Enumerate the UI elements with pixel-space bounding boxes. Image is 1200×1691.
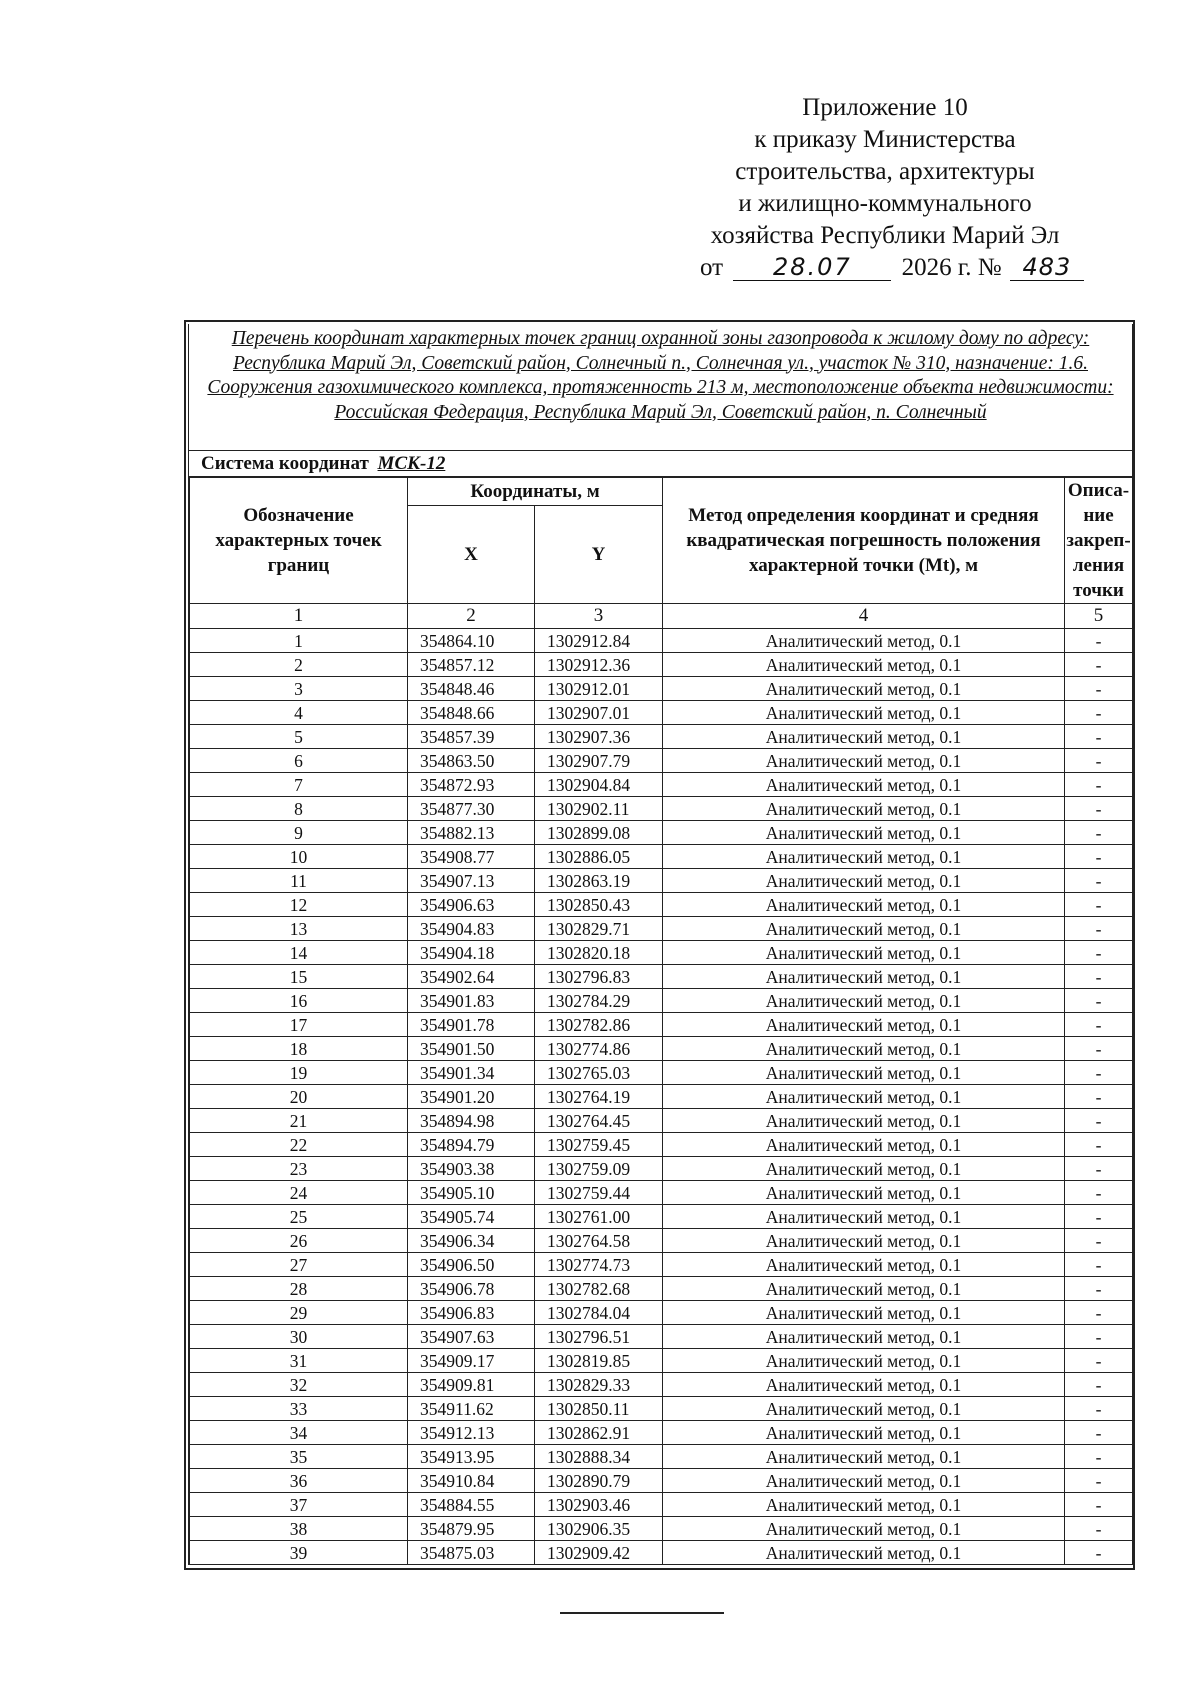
table-row bbox=[190, 1253, 1133, 1277]
document-header bbox=[700, 92, 1070, 284]
method-cell: Аналитический метод, 0.1 bbox=[663, 1469, 1065, 1493]
header-line: строительства, архитектуры bbox=[735, 158, 1035, 185]
point-number-cell: 27 bbox=[190, 1253, 408, 1277]
point-number-cell: 36 bbox=[190, 1469, 408, 1493]
table-row bbox=[190, 725, 1133, 749]
method-cell: Аналитический метод, 0.1 bbox=[663, 1421, 1065, 1445]
method-cell: Аналитический метод, 0.1 bbox=[663, 725, 1065, 749]
method-cell: Аналитический метод, 0.1 bbox=[663, 1301, 1065, 1325]
method-cell: Аналитический метод, 0.1 bbox=[663, 1181, 1065, 1205]
method-cell: Аналитический метод, 0.1 bbox=[663, 1373, 1065, 1397]
y-coordinate-cell: 1302902.11 bbox=[535, 797, 663, 821]
description-cell: - bbox=[1065, 749, 1133, 773]
x-coordinate-cell: 354908.77 bbox=[408, 845, 535, 869]
method-cell: Аналитический метод, 0.1 bbox=[663, 821, 1065, 845]
point-number-cell: 13 bbox=[190, 917, 408, 941]
method-cell: Аналитический метод, 0.1 bbox=[663, 1517, 1065, 1541]
method-cell: Аналитический метод, 0.1 bbox=[663, 1325, 1065, 1349]
x-coordinate-cell: 354872.93 bbox=[408, 773, 535, 797]
description-cell: - bbox=[1065, 1469, 1133, 1493]
description-cell: - bbox=[1065, 1397, 1133, 1421]
x-coordinate-cell: 354857.12 bbox=[408, 653, 535, 677]
point-number-cell: 23 bbox=[190, 1157, 408, 1181]
description-cell: - bbox=[1065, 1277, 1133, 1301]
header-method: Метод определения координат и средняя квадратическая погрешность положения характерной точки (Mt), м bbox=[663, 478, 1065, 604]
header-designation: Обозначение характерных точек границ bbox=[190, 478, 408, 604]
y-coordinate-cell: 1302850.43 bbox=[535, 893, 663, 917]
table-row bbox=[190, 1061, 1133, 1085]
table-row bbox=[190, 1397, 1133, 1421]
y-coordinate-cell: 1302903.46 bbox=[535, 1493, 663, 1517]
table-row bbox=[190, 845, 1133, 869]
header-coordinates: Координаты, м bbox=[408, 478, 663, 506]
description-cell: - bbox=[1065, 1013, 1133, 1037]
point-number-cell: 35 bbox=[190, 1445, 408, 1469]
y-coordinate-cell: 1302764.58 bbox=[535, 1229, 663, 1253]
description-cell: - bbox=[1065, 1517, 1133, 1541]
point-number-cell: 11 bbox=[190, 869, 408, 893]
point-number-cell: 30 bbox=[190, 1325, 408, 1349]
description-cell: - bbox=[1065, 1157, 1133, 1181]
table-row bbox=[190, 1157, 1133, 1181]
description-cell: - bbox=[1065, 677, 1133, 701]
point-number-cell: 38 bbox=[190, 1517, 408, 1541]
y-coordinate-cell: 1302850.11 bbox=[535, 1397, 663, 1421]
y-coordinate-cell: 1302761.00 bbox=[535, 1205, 663, 1229]
description-cell: - bbox=[1065, 1109, 1133, 1133]
column-number: 3 bbox=[535, 604, 663, 629]
method-cell: Аналитический метод, 0.1 bbox=[663, 1397, 1065, 1421]
description-cell: - bbox=[1065, 797, 1133, 821]
point-number-cell: 29 bbox=[190, 1301, 408, 1325]
description-cell: - bbox=[1065, 1037, 1133, 1061]
y-coordinate-cell: 1302909.42 bbox=[535, 1541, 663, 1565]
table-row bbox=[190, 1541, 1133, 1565]
description-cell: - bbox=[1065, 1373, 1133, 1397]
x-coordinate-cell: 354905.74 bbox=[408, 1205, 535, 1229]
point-number-cell: 14 bbox=[190, 941, 408, 965]
method-cell: Аналитический метод, 0.1 bbox=[663, 1013, 1065, 1037]
point-number-cell: 8 bbox=[190, 797, 408, 821]
table-row bbox=[190, 941, 1133, 965]
table-row bbox=[190, 917, 1133, 941]
description-cell: - bbox=[1065, 917, 1133, 941]
table-row bbox=[190, 1421, 1133, 1445]
x-coordinate-cell: 354911.62 bbox=[408, 1397, 535, 1421]
method-cell: Аналитический метод, 0.1 bbox=[663, 1229, 1065, 1253]
coordinates-table-block bbox=[188, 324, 1133, 1565]
y-coordinate-cell: 1302759.09 bbox=[535, 1157, 663, 1181]
description-cell: - bbox=[1065, 845, 1133, 869]
header-x: X bbox=[408, 506, 535, 604]
method-cell: Аналитический метод, 0.1 bbox=[663, 1493, 1065, 1517]
description-cell: - bbox=[1065, 1133, 1133, 1157]
table-row bbox=[190, 1109, 1133, 1133]
y-coordinate-cell: 1302906.35 bbox=[535, 1517, 663, 1541]
table-row bbox=[190, 1205, 1133, 1229]
x-coordinate-cell: 354901.20 bbox=[408, 1085, 535, 1109]
point-number-cell: 1 bbox=[190, 629, 408, 653]
x-coordinate-cell: 354909.17 bbox=[408, 1349, 535, 1373]
header-y: Y bbox=[535, 506, 663, 604]
y-coordinate-cell: 1302764.45 bbox=[535, 1109, 663, 1133]
description-cell: - bbox=[1065, 1445, 1133, 1469]
x-coordinate-cell: 354910.84 bbox=[408, 1469, 535, 1493]
column-number: 4 bbox=[663, 604, 1065, 629]
table-row bbox=[190, 1301, 1133, 1325]
x-coordinate-cell: 354877.30 bbox=[408, 797, 535, 821]
point-number-cell: 39 bbox=[190, 1541, 408, 1565]
y-coordinate-cell: 1302899.08 bbox=[535, 821, 663, 845]
y-coordinate-cell: 1302819.85 bbox=[535, 1349, 663, 1373]
method-cell: Аналитический метод, 0.1 bbox=[663, 1277, 1065, 1301]
x-coordinate-cell: 354863.50 bbox=[408, 749, 535, 773]
y-coordinate-cell: 1302784.04 bbox=[535, 1301, 663, 1325]
point-number-cell: 2 bbox=[190, 653, 408, 677]
table-row bbox=[190, 965, 1133, 989]
method-cell: Аналитический метод, 0.1 bbox=[663, 797, 1065, 821]
handwritten-date: 28.07 bbox=[733, 254, 891, 281]
y-coordinate-cell: 1302912.84 bbox=[535, 629, 663, 653]
description-cell: - bbox=[1065, 989, 1133, 1013]
table-row bbox=[190, 989, 1133, 1013]
table-row bbox=[190, 1445, 1133, 1469]
table-row bbox=[190, 1229, 1133, 1253]
point-number-cell: 19 bbox=[190, 1061, 408, 1085]
method-cell: Аналитический метод, 0.1 bbox=[663, 845, 1065, 869]
point-number-cell: 6 bbox=[190, 749, 408, 773]
method-cell: Аналитический метод, 0.1 bbox=[663, 749, 1065, 773]
x-coordinate-cell: 354875.03 bbox=[408, 1541, 535, 1565]
y-coordinate-cell: 1302765.03 bbox=[535, 1061, 663, 1085]
description-cell: - bbox=[1065, 701, 1133, 725]
handwritten-order-number: 483 bbox=[1010, 254, 1084, 281]
y-coordinate-cell: 1302862.91 bbox=[535, 1421, 663, 1445]
table-row bbox=[190, 653, 1133, 677]
method-cell: Аналитический метод, 0.1 bbox=[663, 1085, 1065, 1109]
point-number-cell: 15 bbox=[190, 965, 408, 989]
table-row bbox=[190, 1277, 1133, 1301]
point-number-cell: 22 bbox=[190, 1133, 408, 1157]
description-cell: - bbox=[1065, 1493, 1133, 1517]
x-coordinate-cell: 354913.95 bbox=[408, 1445, 535, 1469]
description-cell: - bbox=[1065, 1541, 1133, 1565]
x-coordinate-cell: 354879.95 bbox=[408, 1517, 535, 1541]
method-cell: Аналитический метод, 0.1 bbox=[663, 893, 1065, 917]
table-row bbox=[190, 1085, 1133, 1109]
y-coordinate-cell: 1302759.44 bbox=[535, 1181, 663, 1205]
method-cell: Аналитический метод, 0.1 bbox=[663, 941, 1065, 965]
x-coordinate-cell: 354884.55 bbox=[408, 1493, 535, 1517]
description-cell: - bbox=[1065, 1349, 1133, 1373]
y-coordinate-cell: 1302904.84 bbox=[535, 773, 663, 797]
from-label: от bbox=[700, 254, 724, 281]
point-number-cell: 16 bbox=[190, 989, 408, 1013]
y-coordinate-cell: 1302829.33 bbox=[535, 1373, 663, 1397]
description-cell: - bbox=[1065, 1301, 1133, 1325]
method-cell: Аналитический метод, 0.1 bbox=[663, 965, 1065, 989]
y-coordinate-cell: 1302886.05 bbox=[535, 845, 663, 869]
point-number-cell: 26 bbox=[190, 1229, 408, 1253]
table-row bbox=[190, 893, 1133, 917]
method-cell: Аналитический метод, 0.1 bbox=[663, 1445, 1065, 1469]
header-line: к приказу Министерства bbox=[754, 126, 1016, 153]
coordinate-system-row bbox=[189, 451, 1132, 477]
coordinate-system-label: Система координат bbox=[201, 453, 369, 474]
y-coordinate-cell: 1302782.68 bbox=[535, 1277, 663, 1301]
x-coordinate-cell: 354907.13 bbox=[408, 869, 535, 893]
method-cell: Аналитический метод, 0.1 bbox=[663, 1253, 1065, 1277]
x-coordinate-cell: 354904.83 bbox=[408, 917, 535, 941]
x-coordinate-cell: 354906.63 bbox=[408, 893, 535, 917]
x-coordinate-cell: 354848.66 bbox=[408, 701, 535, 725]
method-cell: Аналитический метод, 0.1 bbox=[663, 917, 1065, 941]
column-number-row bbox=[190, 604, 1133, 629]
description-cell: - bbox=[1065, 1253, 1133, 1277]
table-row bbox=[190, 1037, 1133, 1061]
method-cell: Аналитический метод, 0.1 bbox=[663, 677, 1065, 701]
x-coordinate-cell: 354857.39 bbox=[408, 725, 535, 749]
point-number-cell: 32 bbox=[190, 1373, 408, 1397]
bottom-separator-line bbox=[560, 1612, 724, 1614]
y-coordinate-cell: 1302784.29 bbox=[535, 989, 663, 1013]
description-cell: - bbox=[1065, 1325, 1133, 1349]
x-coordinate-cell: 354903.38 bbox=[408, 1157, 535, 1181]
description-cell: - bbox=[1065, 773, 1133, 797]
x-coordinate-cell: 354882.13 bbox=[408, 821, 535, 845]
table-row bbox=[190, 773, 1133, 797]
x-coordinate-cell: 354905.10 bbox=[408, 1181, 535, 1205]
y-coordinate-cell: 1302820.18 bbox=[535, 941, 663, 965]
x-coordinate-cell: 354909.81 bbox=[408, 1373, 535, 1397]
x-coordinate-cell: 354901.83 bbox=[408, 989, 535, 1013]
x-coordinate-cell: 354901.50 bbox=[408, 1037, 535, 1061]
x-coordinate-cell: 354906.50 bbox=[408, 1253, 535, 1277]
x-coordinate-cell: 354894.98 bbox=[408, 1109, 535, 1133]
description-cell: - bbox=[1065, 1085, 1133, 1109]
description-cell: - bbox=[1065, 1229, 1133, 1253]
description-cell: - bbox=[1065, 941, 1133, 965]
point-number-cell: 28 bbox=[190, 1277, 408, 1301]
method-cell: Аналитический метод, 0.1 bbox=[663, 1061, 1065, 1085]
table-row bbox=[190, 1517, 1133, 1541]
method-cell: Аналитический метод, 0.1 bbox=[663, 1037, 1065, 1061]
y-coordinate-cell: 1302912.01 bbox=[535, 677, 663, 701]
method-cell: Аналитический метод, 0.1 bbox=[663, 1205, 1065, 1229]
y-coordinate-cell: 1302890.79 bbox=[535, 1469, 663, 1493]
y-coordinate-cell: 1302907.79 bbox=[535, 749, 663, 773]
x-coordinate-cell: 354901.78 bbox=[408, 1013, 535, 1037]
y-coordinate-cell: 1302774.86 bbox=[535, 1037, 663, 1061]
method-cell: Аналитический метод, 0.1 bbox=[663, 1157, 1065, 1181]
x-coordinate-cell: 354864.10 bbox=[408, 629, 535, 653]
point-number-cell: 24 bbox=[190, 1181, 408, 1205]
table-row bbox=[190, 1181, 1133, 1205]
point-number-cell: 18 bbox=[190, 1037, 408, 1061]
table-row bbox=[190, 1373, 1133, 1397]
table-row bbox=[190, 677, 1133, 701]
point-number-cell: 12 bbox=[190, 893, 408, 917]
coordinate-system-value: МСК-12 bbox=[377, 453, 446, 474]
method-cell: Аналитический метод, 0.1 bbox=[663, 629, 1065, 653]
table-row bbox=[190, 629, 1133, 653]
x-coordinate-cell: 354906.34 bbox=[408, 1229, 535, 1253]
column-number: 1 bbox=[190, 604, 408, 629]
x-coordinate-cell: 354902.64 bbox=[408, 965, 535, 989]
point-number-cell: 10 bbox=[190, 845, 408, 869]
method-cell: Аналитический метод, 0.1 bbox=[663, 989, 1065, 1013]
y-coordinate-cell: 1302774.73 bbox=[535, 1253, 663, 1277]
point-number-cell: 31 bbox=[190, 1349, 408, 1373]
x-coordinate-cell: 354906.78 bbox=[408, 1277, 535, 1301]
description-cell: - bbox=[1065, 1181, 1133, 1205]
x-coordinate-cell: 354906.83 bbox=[408, 1301, 535, 1325]
point-number-cell: 20 bbox=[190, 1085, 408, 1109]
x-coordinate-cell: 354848.46 bbox=[408, 677, 535, 701]
description-cell: - bbox=[1065, 1421, 1133, 1445]
method-cell: Аналитический метод, 0.1 bbox=[663, 869, 1065, 893]
table-row bbox=[190, 797, 1133, 821]
y-coordinate-cell: 1302888.34 bbox=[535, 1445, 663, 1469]
table-row bbox=[190, 1013, 1133, 1037]
coordinates-table bbox=[189, 477, 1133, 1565]
point-number-cell: 37 bbox=[190, 1493, 408, 1517]
point-number-cell: 5 bbox=[190, 725, 408, 749]
description-cell: - bbox=[1065, 869, 1133, 893]
description-cell: - bbox=[1065, 893, 1133, 917]
column-number: 2 bbox=[408, 604, 535, 629]
year-label: 2026 г. № bbox=[901, 254, 1002, 281]
point-number-cell: 9 bbox=[190, 821, 408, 845]
point-number-cell: 7 bbox=[190, 773, 408, 797]
header-description: Описа-ние закреп-ления точки bbox=[1065, 478, 1133, 604]
table-row bbox=[190, 701, 1133, 725]
method-cell: Аналитический метод, 0.1 bbox=[663, 701, 1065, 725]
point-number-cell: 4 bbox=[190, 701, 408, 725]
x-coordinate-cell: 354907.63 bbox=[408, 1325, 535, 1349]
method-cell: Аналитический метод, 0.1 bbox=[663, 773, 1065, 797]
table-row bbox=[190, 821, 1133, 845]
method-cell: Аналитический метод, 0.1 bbox=[663, 1133, 1065, 1157]
y-coordinate-cell: 1302912.36 bbox=[535, 653, 663, 677]
column-number: 5 bbox=[1065, 604, 1133, 629]
y-coordinate-cell: 1302907.36 bbox=[535, 725, 663, 749]
y-coordinate-cell: 1302759.45 bbox=[535, 1133, 663, 1157]
method-cell: Аналитический метод, 0.1 bbox=[663, 653, 1065, 677]
table-row bbox=[190, 1133, 1133, 1157]
header-line: хозяйства Республики Марий Эл bbox=[710, 222, 1060, 249]
table-row bbox=[190, 749, 1133, 773]
y-coordinate-cell: 1302907.01 bbox=[535, 701, 663, 725]
description-cell: - bbox=[1065, 1205, 1133, 1229]
table-row bbox=[190, 1349, 1133, 1373]
method-cell: Аналитический метод, 0.1 bbox=[663, 1541, 1065, 1565]
point-number-cell: 33 bbox=[190, 1397, 408, 1421]
description-cell: - bbox=[1065, 1061, 1133, 1085]
table-title: Перечень координат характерных точек границ охранной зоны газопровода к жилому дому по адресу: Республика Марий Эл, Советский район, Солнечный п., Солнечная ул., участок № 310, назначение: 1.6. Сооружения газохимического комплекса, протяженность 213 м, местоположение объекта недвижимости: Российская Федерация, Республика Марий Эл, Советский район, п. Солнечный bbox=[189, 324, 1132, 451]
header-line: Приложение 10 bbox=[802, 94, 968, 121]
y-coordinate-cell: 1302782.86 bbox=[535, 1013, 663, 1037]
description-cell: - bbox=[1065, 653, 1133, 677]
description-cell: - bbox=[1065, 821, 1133, 845]
point-number-cell: 21 bbox=[190, 1109, 408, 1133]
y-coordinate-cell: 1302796.51 bbox=[535, 1325, 663, 1349]
y-coordinate-cell: 1302796.83 bbox=[535, 965, 663, 989]
y-coordinate-cell: 1302829.71 bbox=[535, 917, 663, 941]
y-coordinate-cell: 1302863.19 bbox=[535, 869, 663, 893]
point-number-cell: 3 bbox=[190, 677, 408, 701]
x-coordinate-cell: 354894.79 bbox=[408, 1133, 535, 1157]
x-coordinate-cell: 354912.13 bbox=[408, 1421, 535, 1445]
header-line: и жилищно-коммунального bbox=[738, 190, 1032, 217]
method-cell: Аналитический метод, 0.1 bbox=[663, 1109, 1065, 1133]
point-number-cell: 34 bbox=[190, 1421, 408, 1445]
x-coordinate-cell: 354901.34 bbox=[408, 1061, 535, 1085]
description-cell: - bbox=[1065, 965, 1133, 989]
order-date-line bbox=[700, 252, 1070, 284]
point-number-cell: 25 bbox=[190, 1205, 408, 1229]
point-number-cell: 17 bbox=[190, 1013, 408, 1037]
method-cell: Аналитический метод, 0.1 bbox=[663, 1349, 1065, 1373]
y-coordinate-cell: 1302764.19 bbox=[535, 1085, 663, 1109]
description-cell: - bbox=[1065, 629, 1133, 653]
table-row bbox=[190, 1325, 1133, 1349]
x-coordinate-cell: 354904.18 bbox=[408, 941, 535, 965]
table-row bbox=[190, 1469, 1133, 1493]
description-cell: - bbox=[1065, 725, 1133, 749]
table-row bbox=[190, 1493, 1133, 1517]
table-row bbox=[190, 869, 1133, 893]
